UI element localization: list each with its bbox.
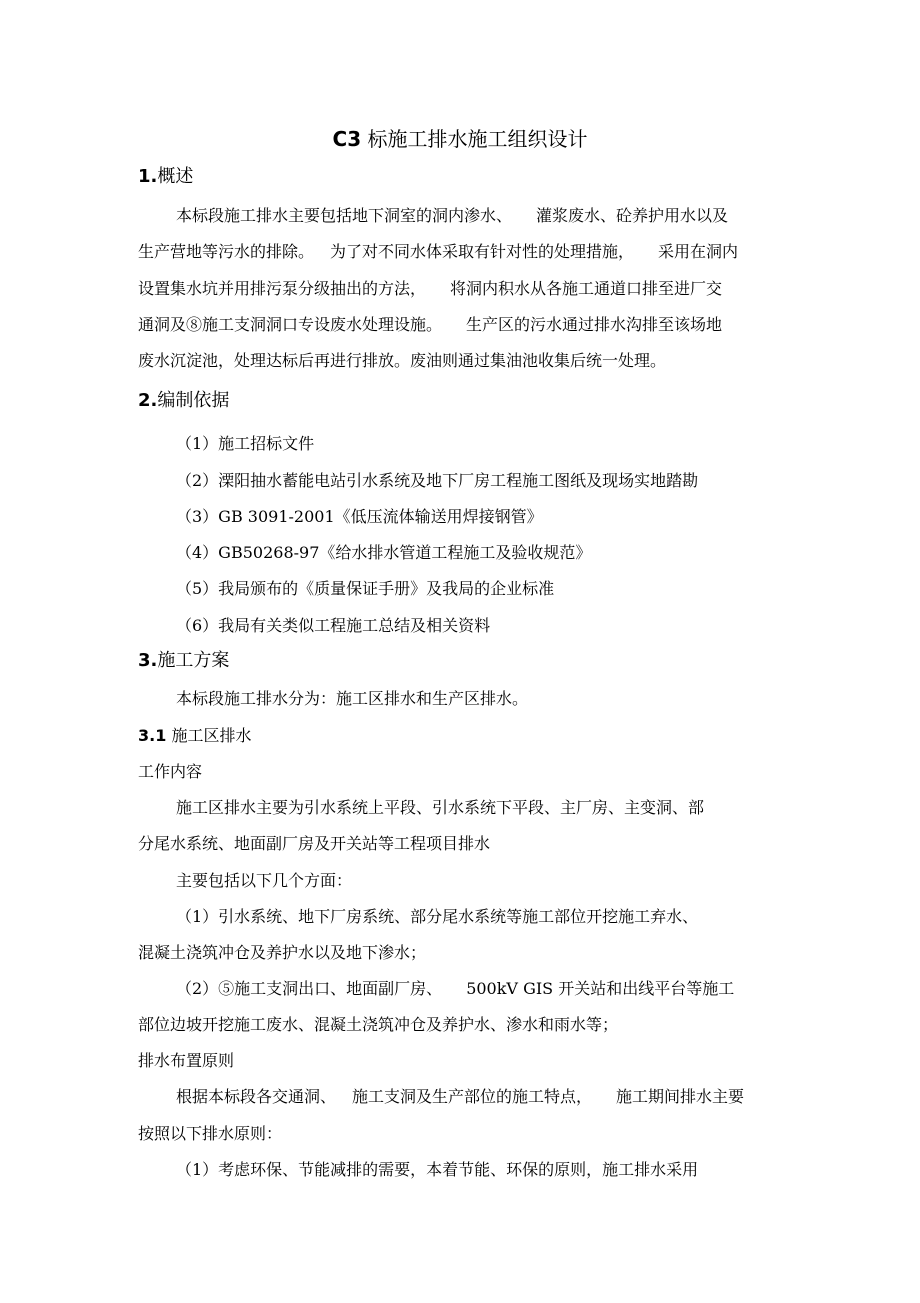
aspect-2-line-2-part-1: 部位边坡开挖施工废水、混凝土浇筑冲仓及养护水、渗水和雨水等；: [138, 1015, 619, 1034]
work-content-line-2: 分尾水系统、地面副厂房及开关站等工程项目排水: [138, 834, 491, 853]
principle-line-2-part-1: 按照以下排水原则：: [138, 1124, 283, 1143]
principle-line-1-part-1: 根据本标段各交通洞、: [176, 1087, 337, 1106]
aspect-1-line-1: （1）引水系统、地下厂房系统、部分尾水系统等施工部位开挖施工弃水、: [176, 907, 699, 926]
section-2-heading: [138, 389, 229, 413]
overview-line-1-part-2: 灌浆废水、砼养护用水以及: [536, 206, 729, 225]
principle-line-1-part-3: 施工期间排水主要: [616, 1087, 745, 1106]
overview-line-3-part-1: 设置集水坑并用排污泵分级抽出的方法，: [138, 279, 427, 298]
title-number: C3: [332, 127, 362, 151]
title-text: 标施工排水施工组织设计: [367, 127, 588, 151]
reference-item: （5）我局颁布的《质量保证手册》及我局的企业标准: [176, 579, 555, 598]
section-3-1-number: 3.1: [138, 726, 167, 745]
section-1-heading: [138, 165, 193, 189]
aspect-2-line-1-part-2: 500kV GIS 开关站和出线平台等施工: [466, 979, 735, 998]
reference-item: （3）GB 3091-2001《低压流体输送用焊接钢管》: [176, 507, 543, 526]
section-2-title: 编制依据: [157, 390, 230, 411]
overview-line-3-part-2: 将洞内积水从各施工通道口排至进厂交: [450, 279, 723, 298]
overview-line-5-part-1: 废水沉淀池，处理达标后再进行排放。废油则通过集油池收集后统一处理。: [138, 351, 667, 370]
section-3-1-heading: [138, 726, 251, 746]
overview-line-2-part-2: 为了对不同水体采取有针对性的处理措施，: [330, 242, 635, 261]
overview-line-3: [138, 279, 722, 299]
reference-item: （6）我局有关类似工程施工总结及相关资料: [176, 616, 491, 635]
overview-line-5: [138, 351, 666, 371]
overview-line-1-part-1: 本标段施工排水主要包括地下洞室的洞内渗水、: [176, 206, 513, 225]
section-1-number: 1.: [138, 166, 158, 187]
aspect-2-line-1: [176, 979, 734, 999]
overview-line-2-part-3: 采用在洞内: [658, 242, 739, 261]
reference-item: （2）溧阳抽水蓄能电站引水系统及地下厂房工程施工图纸及现场实地踏勘: [176, 471, 699, 490]
aspect-1-line-2: 混凝土浇筑冲仓及养护水以及地下渗水；: [138, 943, 427, 962]
principle-line-2: [138, 1124, 282, 1144]
document-title: [0, 126, 920, 152]
overview-line-2-part-1: 生产营地等污水的排除。: [138, 242, 315, 261]
reference-item: （1）施工招标文件: [176, 434, 315, 453]
principle-heading: 排水布置原则: [138, 1051, 235, 1070]
aspect-2-line-1-part-1: （2）⑤施工支洞出口、地面副厂房、: [176, 979, 443, 998]
section-3-heading: [138, 649, 229, 673]
aspects-intro: 主要包括以下几个方面：: [176, 871, 353, 890]
section-3-number: 3.: [138, 650, 158, 671]
section-3-1-title: 施工区排水: [171, 726, 252, 745]
work-content-line-1: 施工区排水主要为引水系统上平段、引水系统下平段、主厂房、主变洞、部: [176, 798, 705, 817]
overview-line-2: [138, 242, 738, 262]
section-3-intro: 本标段施工排水分为：施工区排水和生产区排水。: [176, 689, 529, 708]
overview-line-1: [176, 206, 728, 226]
principle-1-line-1: （1）考虑环保、节能减排的需要，本着节能、环保的原则，施工排水采用: [176, 1160, 699, 1179]
reference-item: （4）GB50268-97《给水排水管道工程施工及验收规范》: [176, 543, 592, 562]
section-3-title: 施工方案: [157, 650, 230, 671]
overview-line-4-part-2: 生产区的污水通过排水沟排至该场地: [466, 315, 723, 334]
principle-line-1-part-2: 施工支洞及生产部位的施工特点，: [352, 1087, 593, 1106]
aspect-2-line-2: [138, 1015, 618, 1035]
overview-line-4: [138, 315, 722, 335]
section-1-title: 概述: [157, 166, 194, 187]
work-content-heading: 工作内容: [138, 762, 203, 781]
overview-line-4-part-1: 通洞及⑧施工支洞洞口专设废水处理设施。: [138, 315, 443, 334]
principle-line-1: [176, 1087, 744, 1107]
section-2-number: 2.: [138, 390, 158, 411]
